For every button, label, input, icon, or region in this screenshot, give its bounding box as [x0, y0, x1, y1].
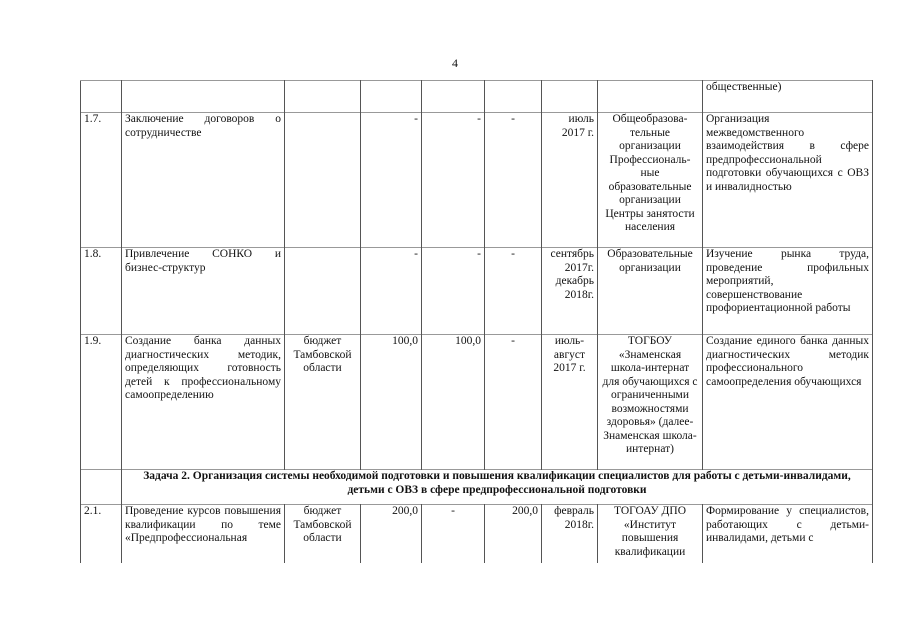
- row-number: 1.9.: [81, 335, 122, 470]
- amount-cell: -: [361, 113, 422, 248]
- source-cell: бюджет Тамбовской области: [285, 505, 361, 563]
- amount-cell: -: [422, 505, 485, 563]
- executor-cell: ТОГБОУ «Знаменская школа-интернат для обучающихся с ограниченными возможностями здоровья» (далее-Знаменская школа-интернат): [598, 335, 703, 470]
- source-cell: [285, 81, 361, 113]
- term-cell: февраль 2018г.: [542, 505, 598, 563]
- executor-cell: [598, 81, 703, 113]
- amount-cell: -: [485, 335, 542, 470]
- source-cell: бюджет Тамбовской области: [285, 335, 361, 470]
- executor-cell: ТОГОАУ ДПО «Институт повышения квалификации: [598, 505, 703, 563]
- amount-cell: -: [361, 248, 422, 335]
- term-cell: [542, 81, 598, 113]
- result-cell: общественные): [703, 81, 873, 113]
- term-cell: сентябрь 2017г. декабрь 2018г.: [542, 248, 598, 335]
- page-number: 4: [452, 56, 458, 70]
- source-cell: [285, 113, 361, 248]
- amount-cell: 200,0: [361, 505, 422, 563]
- table-row: [81, 113, 873, 248]
- task-heading-row: [81, 470, 873, 505]
- term-cell: июль 2017 г.: [542, 113, 598, 248]
- event-cell: Привлечение СОНКО и бизнес-структур: [122, 248, 285, 335]
- row-number: [81, 81, 122, 113]
- amount-cell: -: [485, 248, 542, 335]
- row-number: 1.7.: [81, 113, 122, 248]
- table-row: [81, 81, 873, 113]
- task-heading: Задача 2. Организация системы необходимой подготовки и повышения квалификации специалистов для работы с детьми-инвалидами, детьми с ОВЗ в сфере предпрофессиональной подготовки: [122, 470, 873, 505]
- amount-cell: 100,0: [361, 335, 422, 470]
- amount-cell: 100,0: [422, 335, 485, 470]
- term-cell: июль-август 2017 г.: [542, 335, 598, 470]
- activity-plan-table: [80, 80, 873, 563]
- result-cell: Организация межведомственного взаимодействия в сфере предпрофессиональной подготовки обучающихся с ОВЗ и инвалидностью: [703, 113, 873, 248]
- row-number: 1.8.: [81, 248, 122, 335]
- result-cell: Создание единого банка данных диагностических методик профессионального самоопределения обучающихся: [703, 335, 873, 470]
- event-cell: Проведение курсов повышения квалификации по теме «Предпрофессиональная: [122, 505, 285, 563]
- amount-cell: [422, 81, 485, 113]
- executor-cell: Общеобразова-тельные организации Профессиональ-ные образовательные организации Центры занятости населения: [598, 113, 703, 248]
- table-row: [81, 248, 873, 335]
- amount-cell: [485, 81, 542, 113]
- result-cell: Формирование у специалистов, работающих с детьми-инвалидами, детьми с: [703, 505, 873, 563]
- event-cell: [122, 81, 285, 113]
- amount-cell: 200,0: [485, 505, 542, 563]
- table-row: [81, 335, 873, 470]
- amount-cell: -: [422, 248, 485, 335]
- amount-cell: -: [422, 113, 485, 248]
- event-cell: Заключение договоров о сотрудничестве: [122, 113, 285, 248]
- amount-cell: [361, 81, 422, 113]
- executor-cell: Образовательные организации: [598, 248, 703, 335]
- row-number: 2.1.: [81, 505, 122, 563]
- amount-cell: -: [485, 113, 542, 248]
- result-cell: Изучение рынка труда, проведение профильных мероприятий, совершенствование профориентационной работы: [703, 248, 873, 335]
- table-row: [81, 505, 873, 563]
- event-cell: Создание банка данных диагностических методик, определяющих готовность детей к профессиональному самоопределению: [122, 335, 285, 470]
- source-cell: [285, 248, 361, 335]
